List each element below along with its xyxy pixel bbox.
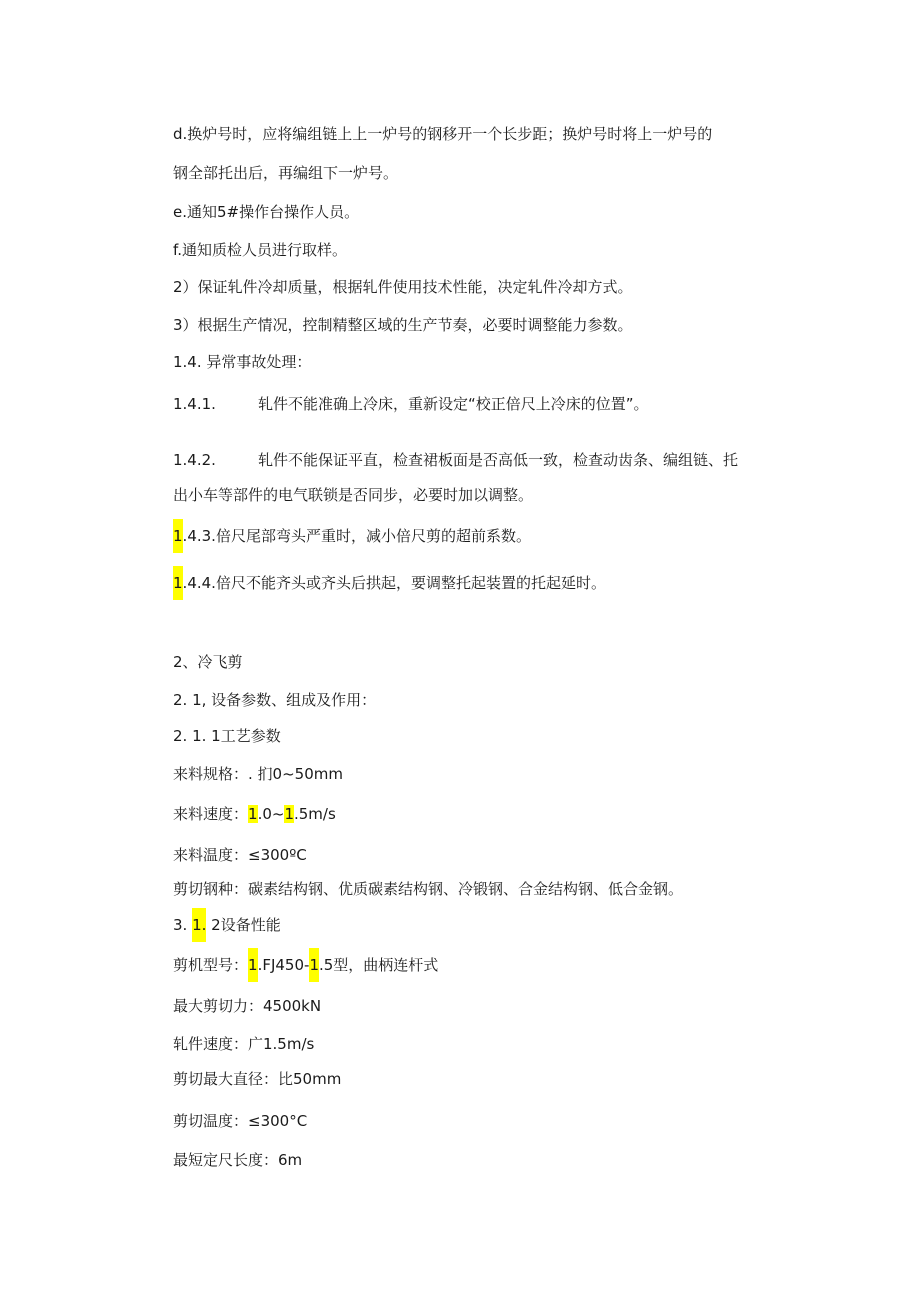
item-text: .4.4.倍尺不能齐头或齐头后拱起，要调整托起装置的托起延时。 xyxy=(182,574,606,592)
text-line: 来料规格：. 扪0~50mm xyxy=(173,765,343,783)
field-label: 来料速度： xyxy=(173,805,249,823)
item-text: 轧件不能准确上冷床，重新设定“校正倍尺上冷床的位置”。 xyxy=(257,395,649,413)
text-line: 出小车等部件的电气联锁是否同步，必要时加以调整。 xyxy=(173,486,534,504)
subsection-heading xyxy=(173,915,281,935)
highlight-mark: 1 xyxy=(248,805,258,823)
text-line xyxy=(173,526,531,546)
text-line: 剪切钢种：碳素结构钢、优质碳素结构钢、冷锻钢、合金结构钢、低合金钢。 xyxy=(173,880,684,898)
text-line: 剪切最大直径：比50mm xyxy=(173,1070,342,1088)
text-line: 3）根据生产情况，控制精整区域的生产节奏，必要时调整能力参数。 xyxy=(173,316,633,334)
text-line xyxy=(173,573,606,593)
text-line: f.通知质检人员进行取样。 xyxy=(173,241,347,259)
subsection-heading: 2. 1. 1工艺参数 xyxy=(173,727,281,745)
text-line xyxy=(173,450,738,470)
field-value: .0~ xyxy=(257,805,285,823)
text-line: d.换炉号时，应将编组链上上一炉号的钢移开一个长步距；换炉号时将上一炉号的 xyxy=(173,125,713,143)
text-line xyxy=(173,804,336,824)
section-heading: 2、冷飞剪 xyxy=(173,653,243,671)
text-line: 轧件速度：广1.5m/s xyxy=(173,1035,315,1053)
text-line: 来料温度：≤300ºC xyxy=(173,846,307,864)
text-line: 最短定尺长度：6m xyxy=(173,1151,303,1169)
highlight-mark: 1 xyxy=(309,948,319,982)
field-value: .FJ450- xyxy=(257,956,310,974)
highlight-mark: 1 xyxy=(284,805,294,823)
section-heading: 1.4. 异常事故处理： xyxy=(173,353,312,371)
item-number: 1.4.1. xyxy=(173,395,216,413)
text-line xyxy=(173,955,438,975)
text-line: 最大剪切力：4500kN xyxy=(173,997,322,1015)
text-line: 钢全部托出后，再编组下一炉号。 xyxy=(173,164,399,182)
text-line: 剪切温度：≤300°C xyxy=(173,1112,308,1130)
heading-number: 3. xyxy=(173,916,193,934)
item-number: 1.4.2. xyxy=(173,451,216,469)
highlight-mark: 1 xyxy=(248,948,258,982)
field-label: 剪机型号： xyxy=(173,956,249,974)
field-value: .5m/s xyxy=(294,805,336,823)
item-text: .4.3.倍尺尾部弯头严重时，减小倍尺剪的超前系数。 xyxy=(182,527,531,545)
highlight-mark: 1 xyxy=(173,519,183,553)
text-line xyxy=(173,394,648,414)
highlight-mark: 1. xyxy=(192,908,206,942)
highlight-mark: 1 xyxy=(173,566,183,600)
text-line: e.通知5#操作台操作人员。 xyxy=(173,203,360,221)
item-text: 轧件不能保证平直，检查裙板面是否高低一致，检查动齿条、编组链、托 xyxy=(257,451,738,469)
field-value: .5型，曲柄连杆式 xyxy=(318,956,439,974)
text-line: 2）保证轧件冷却质量，根据轧件使用技术性能，决定轧件冷却方式。 xyxy=(173,278,633,296)
heading-text: 2设备性能 xyxy=(206,916,281,934)
subsection-heading: 2. 1, 设备参数、组成及作用： xyxy=(173,691,377,709)
